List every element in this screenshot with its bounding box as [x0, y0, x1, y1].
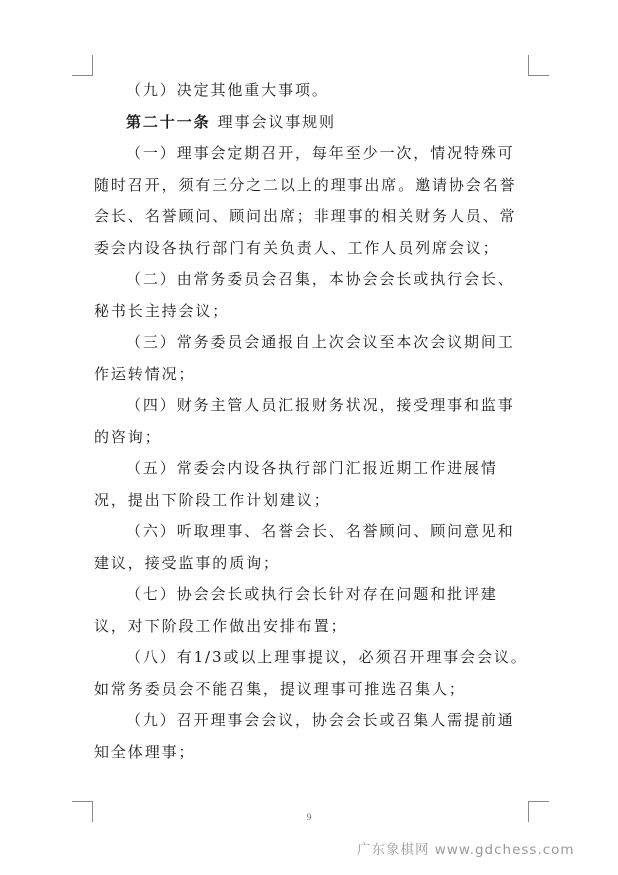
paragraph-line: 建议，接受监事的质询；: [94, 553, 280, 572]
article-title: 理事会议事规则: [217, 112, 336, 131]
article-number: 第二十一条: [126, 112, 211, 131]
paragraph-line: （四）财务主管人员汇报财务状况，接受理事和监事: [126, 396, 515, 414]
paragraph-line: 议，对下阶段工作做出安排布置；: [94, 616, 348, 635]
paragraph-line: （八）有1/3或以上理事提议，必须召开理事会会议。: [126, 648, 528, 666]
paragraph-line: （九）决定其他重大事项。: [126, 81, 329, 99]
paragraph-line: （二）由常务委员会召集，本协会会长或执行会长、: [126, 270, 515, 288]
paragraph-line: 的咨询；: [94, 427, 162, 446]
paragraph-line: 委会内设各执行部门有关负责人、工作人员列席会议；: [94, 238, 500, 257]
site-watermark: 广东象棋网 www.gdchess.com: [357, 842, 575, 858]
paragraph-line: 知全体理事；: [94, 742, 196, 761]
paragraph-line: 如常务委员会不能召集，提议理事可推选召集人；: [94, 679, 466, 698]
page-number: 9: [306, 812, 312, 822]
paragraph-line: 况，提出下阶段工作计划建议；: [94, 490, 331, 509]
paragraph-line: （九）召开理事会会议，协会会长或召集人需提前通: [126, 711, 515, 729]
paragraph-line: 会长、名誉顾问、顾问出席；非理事的相关财务人员、常: [94, 207, 517, 225]
paragraph-line: 秘书长主持会议；: [94, 301, 230, 320]
paragraph-line: 作运转情况；: [94, 364, 196, 383]
paragraph-line: （三）常务委员会通报自上次会议至本次会议期间工: [126, 333, 515, 351]
paragraph-line: （六）听取理事、名誉会长、名誉顾问、顾问意见和: [126, 522, 515, 540]
crop-mark-top-right: [528, 55, 549, 76]
crop-mark-top-left: [72, 55, 93, 76]
paragraph-line: 随时召开，须有三分之二以上的理事出席。邀请协会名誉: [94, 175, 517, 194]
article-heading: [94, 107, 526, 139]
paragraph-line: （一）理事会定期召开，每年至少一次，情况特殊可: [126, 144, 515, 162]
document-body: [94, 75, 526, 768]
paragraph-line: （七）协会会长或执行会长针对存在问题和批评建: [126, 585, 498, 603]
paragraph-line: （五）常委会内设各执行部门汇报近期工作进展情: [126, 459, 498, 477]
